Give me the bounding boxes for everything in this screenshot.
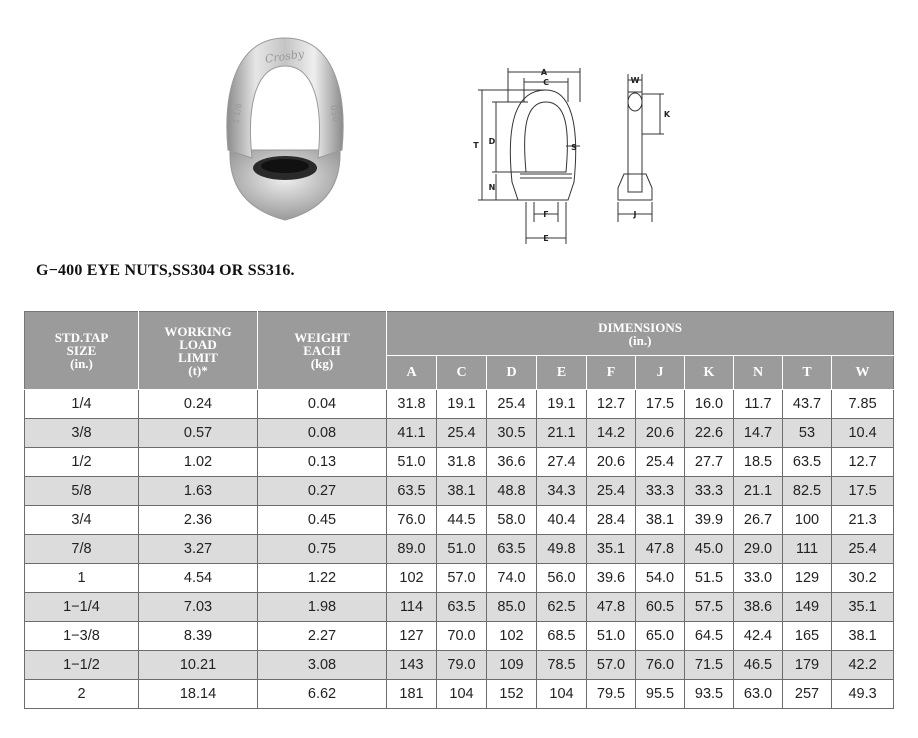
table-cell: 257: [783, 680, 832, 709]
table-cell: 25.4: [437, 419, 487, 448]
table-cell: 0.57: [139, 419, 258, 448]
table-cell: 0.27: [258, 477, 387, 506]
table-cell: 51.0: [587, 622, 636, 651]
table-cell: 1−1/2: [25, 651, 139, 680]
header-working-load-limit: WORKING LOAD LIMIT (t)*: [139, 312, 258, 390]
table-cell: 28.4: [587, 506, 636, 535]
header-dim-n: N: [734, 356, 783, 390]
table-cell: 102: [387, 564, 437, 593]
header-dim-t: T: [783, 356, 832, 390]
table-cell: 57.0: [437, 564, 487, 593]
table-cell: 78.5: [537, 651, 587, 680]
specification-table: [24, 311, 894, 709]
header-dimensions: DIMENSIONS (in.): [387, 312, 894, 356]
table-cell: 68.5: [537, 622, 587, 651]
label-J: J: [633, 210, 637, 219]
table-cell: 74.0: [487, 564, 537, 593]
table-cell: 44.5: [437, 506, 487, 535]
table-cell: 76.0: [387, 506, 437, 535]
table-cell: 0.24: [139, 390, 258, 419]
table-cell: 49.8: [537, 535, 587, 564]
table-cell: 8.39: [139, 622, 258, 651]
table-cell: 30.5: [487, 419, 537, 448]
table-cell: 1: [25, 564, 139, 593]
table-row: [25, 506, 894, 535]
table-cell: 20.6: [636, 419, 685, 448]
table-cell: 38.1: [636, 506, 685, 535]
table-cell: 34.3: [537, 477, 587, 506]
table-cell: 104: [437, 680, 487, 709]
table-cell: 35.1: [587, 535, 636, 564]
table-cell: 51.0: [437, 535, 487, 564]
table-cell: 40.4: [537, 506, 587, 535]
label-K: K: [663, 110, 671, 119]
table-cell: 79.0: [437, 651, 487, 680]
label-F: F: [543, 210, 549, 219]
table-cell: 1/2: [25, 448, 139, 477]
table-cell: 4.54: [139, 564, 258, 593]
table-cell: 31.8: [437, 448, 487, 477]
table-cell: 47.8: [636, 535, 685, 564]
table-row: [25, 477, 894, 506]
table-cell: 93.5: [685, 680, 734, 709]
table-cell: 7.85: [832, 390, 894, 419]
table-cell: 165: [783, 622, 832, 651]
label-S: S: [571, 143, 577, 152]
table-cell: 42.2: [832, 651, 894, 680]
table-cell: 179: [783, 651, 832, 680]
eye-nut-photo: [210, 30, 360, 230]
table-cell: 26.7: [734, 506, 783, 535]
table-cell: 129: [783, 564, 832, 593]
table-cell: 54.0: [636, 564, 685, 593]
table-row: [25, 535, 894, 564]
table-cell: 48.8: [487, 477, 537, 506]
table-cell: 1.02: [139, 448, 258, 477]
label-W: W: [630, 76, 640, 85]
table-cell: 43.7: [783, 390, 832, 419]
table-cell: 39.6: [587, 564, 636, 593]
table-cell: 76.0: [636, 651, 685, 680]
table-cell: 1−3/8: [25, 622, 139, 651]
table-cell: 12.7: [587, 390, 636, 419]
table-row: [25, 419, 894, 448]
table-cell: 60.5: [636, 593, 685, 622]
table-cell: 16.0: [685, 390, 734, 419]
table-cell: 19.1: [437, 390, 487, 419]
table-cell: 63.5: [387, 477, 437, 506]
table-cell: 3/4: [25, 506, 139, 535]
table-cell: 25.4: [636, 448, 685, 477]
table-cell: 0.13: [258, 448, 387, 477]
table-cell: 71.5: [685, 651, 734, 680]
table-cell: 63.5: [783, 448, 832, 477]
table-cell: 21.1: [537, 419, 587, 448]
header-dim-w: W: [832, 356, 894, 390]
table-cell: 63.0: [734, 680, 783, 709]
table-cell: 64.5: [685, 622, 734, 651]
table-cell: 63.5: [437, 593, 487, 622]
header-dim-d: D: [487, 356, 537, 390]
table-row: [25, 390, 894, 419]
table-cell: 19.1: [537, 390, 587, 419]
table-cell: 181: [387, 680, 437, 709]
table-cell: 25.4: [487, 390, 537, 419]
table-cell: 51.0: [387, 448, 437, 477]
header-dim-j: J: [636, 356, 685, 390]
table-cell: 111: [783, 535, 832, 564]
label-E: E: [543, 234, 549, 243]
table-row: [25, 680, 894, 709]
table-cell: 33.3: [685, 477, 734, 506]
table-cell: 3.27: [139, 535, 258, 564]
table-cell: 2.27: [258, 622, 387, 651]
table-cell: 1.63: [139, 477, 258, 506]
table-row: [25, 622, 894, 651]
table-cell: 114: [387, 593, 437, 622]
table-cell: 149: [783, 593, 832, 622]
table-row: [25, 651, 894, 680]
table-cell: 2.36: [139, 506, 258, 535]
table-cell: 27.7: [685, 448, 734, 477]
table-cell: 7/8: [25, 535, 139, 564]
table-cell: 36.6: [487, 448, 537, 477]
table-cell: 53: [783, 419, 832, 448]
table-cell: 47.8: [587, 593, 636, 622]
label-D: D: [488, 137, 496, 146]
table-cell: 11.7: [734, 390, 783, 419]
table-cell: 38.1: [832, 622, 894, 651]
table-cell: 7.03: [139, 593, 258, 622]
table-cell: 33.3: [636, 477, 685, 506]
table-cell: 102: [487, 622, 537, 651]
table-cell: 35.1: [832, 593, 894, 622]
table-cell: 65.0: [636, 622, 685, 651]
table-cell: 109: [487, 651, 537, 680]
table-cell: 57.0: [587, 651, 636, 680]
table-cell: 152: [487, 680, 537, 709]
table-cell: 82.5: [783, 477, 832, 506]
table-cell: 56.0: [537, 564, 587, 593]
table-cell: 45.0: [685, 535, 734, 564]
table-cell: 14.2: [587, 419, 636, 448]
table-cell: 38.1: [437, 477, 487, 506]
photo-size-mark: 1 1/8: [231, 102, 244, 125]
table-cell: 10.21: [139, 651, 258, 680]
table-cell: 62.5: [537, 593, 587, 622]
photo-brand-text: Crosby: [264, 47, 305, 66]
header-dim-k: K: [685, 356, 734, 390]
table-cell: 1.98: [258, 593, 387, 622]
header-dim-f: F: [587, 356, 636, 390]
header-dim-c: C: [437, 356, 487, 390]
table-cell: 3/8: [25, 419, 139, 448]
table-cell: 41.1: [387, 419, 437, 448]
table-cell: 25.4: [832, 535, 894, 564]
table-cell: 29.0: [734, 535, 783, 564]
photo-code-mark: 050: [327, 104, 341, 123]
label-C: C: [543, 78, 549, 87]
table-cell: 5/8: [25, 477, 139, 506]
table-cell: 39.9: [685, 506, 734, 535]
table-cell: 104: [537, 680, 587, 709]
table-cell: 1/4: [25, 390, 139, 419]
table-cell: 57.5: [685, 593, 734, 622]
table-cell: 0.08: [258, 419, 387, 448]
table-cell: 22.6: [685, 419, 734, 448]
table-cell: 31.8: [387, 390, 437, 419]
label-N: N: [488, 183, 496, 192]
table-cell: 21.1: [734, 477, 783, 506]
header-weight-each: WEIGHT EACH (kg): [258, 312, 387, 390]
table-cell: 2: [25, 680, 139, 709]
table-cell: 63.5: [487, 535, 537, 564]
label-A: A: [540, 68, 548, 77]
table-cell: 0.75: [258, 535, 387, 564]
table-cell: 42.4: [734, 622, 783, 651]
table-cell: 46.5: [734, 651, 783, 680]
header-std-tap-size: STD.TAP SIZE (in.): [25, 312, 139, 390]
table-row: [25, 448, 894, 477]
table-cell: 143: [387, 651, 437, 680]
table-cell: 33.0: [734, 564, 783, 593]
table-row: [25, 564, 894, 593]
table-cell: 21.3: [832, 506, 894, 535]
header-dim-e: E: [537, 356, 587, 390]
table-cell: 27.4: [537, 448, 587, 477]
table-cell: 49.3: [832, 680, 894, 709]
dimension-diagram: [468, 62, 698, 248]
table-cell: 58.0: [487, 506, 537, 535]
table-cell: 100: [783, 506, 832, 535]
table-cell: 127: [387, 622, 437, 651]
table-cell: 95.5: [636, 680, 685, 709]
table-cell: 18.5: [734, 448, 783, 477]
table-cell: 51.5: [685, 564, 734, 593]
table-cell: 85.0: [487, 593, 537, 622]
table-cell: 0.45: [258, 506, 387, 535]
table-cell: 70.0: [437, 622, 487, 651]
table-cell: 30.2: [832, 564, 894, 593]
label-T: T: [473, 141, 479, 150]
table-cell: 3.08: [258, 651, 387, 680]
table-cell: 12.7: [832, 448, 894, 477]
table-cell: 6.62: [258, 680, 387, 709]
table-cell: 1−1/4: [25, 593, 139, 622]
table-cell: 17.5: [636, 390, 685, 419]
table-cell: 17.5: [832, 477, 894, 506]
product-title: G−400 EYE NUTS,SS304 OR SS316.: [36, 262, 295, 279]
table-cell: 14.7: [734, 419, 783, 448]
table-cell: 20.6: [587, 448, 636, 477]
table-cell: 1.22: [258, 564, 387, 593]
table-cell: 79.5: [587, 680, 636, 709]
table-cell: 25.4: [587, 477, 636, 506]
table-cell: 38.6: [734, 593, 783, 622]
table-cell: 0.04: [258, 390, 387, 419]
table-cell: 10.4: [832, 419, 894, 448]
table-row: [25, 593, 894, 622]
header-dim-a: A: [387, 356, 437, 390]
table-cell: 18.14: [139, 680, 258, 709]
table-cell: 89.0: [387, 535, 437, 564]
